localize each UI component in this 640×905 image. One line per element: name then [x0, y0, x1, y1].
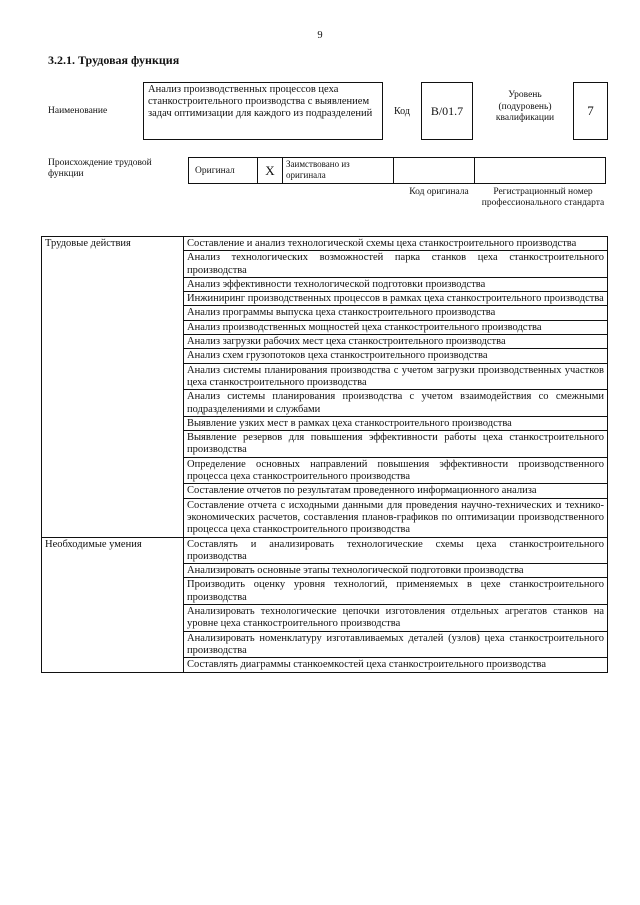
list-item: Анализ системы планирования производства с учетом загрузки производственных участков цеха станкостроительного производства [184, 363, 608, 390]
name-label: Наименование [48, 106, 108, 116]
original-mark: X [257, 157, 283, 184]
labor-function-table [41, 236, 608, 673]
list-item: Анализ схем грузопотоков цеха станкостроительного производства [184, 349, 608, 363]
code-value: В/01.7 [421, 82, 473, 140]
original-code-caption: Код оригинала [409, 187, 469, 197]
list-item: Инжиниринг производственных процессов в рамках цеха станкостроительного производства [184, 292, 608, 306]
section-category: Необходимые умения [42, 537, 184, 672]
list-item: Производить оценку уровня технологий, применяемых в цехе станкостроительного производства [184, 578, 608, 605]
list-item: Анализ технологических возможностей парка станков цеха станкостроительного производства [184, 251, 608, 278]
list-item: Анализ производственных мощностей цеха станкостроительного производства [184, 320, 608, 334]
list-item: Выявление резервов для повышения эффективности работы цеха станкостроительного производства [184, 431, 608, 458]
registration-number-caption: Регистрационный номер профессионального стандарта [481, 187, 605, 208]
page-number: 9 [317, 30, 323, 41]
list-item: Составлять диаграммы станкоемкостей цеха станкостроительного производства [184, 658, 608, 672]
list-item: Анализ системы планирования производства с учетом взаимодействия со смежными подразделениями и службами [184, 390, 608, 417]
original-code-cell [393, 157, 475, 184]
origin-label: Происхождение трудовой функции [48, 158, 152, 179]
qualification-level-label: Уровень (подуровень) квалификации [495, 90, 555, 123]
original-label: Оригинал [188, 157, 258, 184]
list-item: Анализ программы выпуска цеха станкостроительного производства [184, 306, 608, 320]
list-item: Анализировать номенклатуру изготавливаемых деталей (узлов) цеха станкостроительного производства [184, 631, 608, 658]
function-name: Анализ производственных процессов цеха станкостроительного производства с выявлением задач оптимизации для каждого из подразделений [143, 82, 383, 140]
qualification-level-value: 7 [573, 82, 608, 140]
borrowed-label: Заимствовано из оригинала [282, 157, 394, 184]
list-item: Составление и анализ технологической схемы цеха станкостроительного производства [184, 237, 608, 251]
registration-number-cell [474, 157, 606, 184]
list-item: Выявление узких мест в рамках цеха станкостроительного производства [184, 416, 608, 430]
section-title: 3.2.1. Трудовая функция [48, 53, 180, 67]
list-item: Анализ загрузки рабочих мест цеха станкостроительного производства [184, 335, 608, 349]
list-item: Анализировать основные этапы технологической подготовки производства [184, 564, 608, 578]
list-item: Определение основных направлений повышения эффективности производственного процесса цеха станкостроительного производства [184, 457, 608, 484]
table-row [42, 237, 608, 251]
table-row [42, 537, 608, 564]
section-category: Трудовые действия [42, 237, 184, 538]
list-item: Анализировать технологические цепочки изготовления отдельных агрегатов станков на уровне цеха станкостроительного производства [184, 605, 608, 632]
list-item: Составлять и анализировать технологические схемы цеха станкостроительного производства [184, 537, 608, 564]
code-label: Код [394, 106, 410, 117]
list-item: Составление отчета с исходными данными для проведения научно-технических и технико-экономических расчетов, составления планов-графиков по оптимизации производственного процесса цеха станкостроительного производства [184, 498, 608, 537]
origin-row [188, 157, 608, 184]
list-item: Составление отчетов по результатам проведенного информационного анализа [184, 484, 608, 498]
list-item: Анализ эффективности технологической подготовки производства [184, 277, 608, 291]
